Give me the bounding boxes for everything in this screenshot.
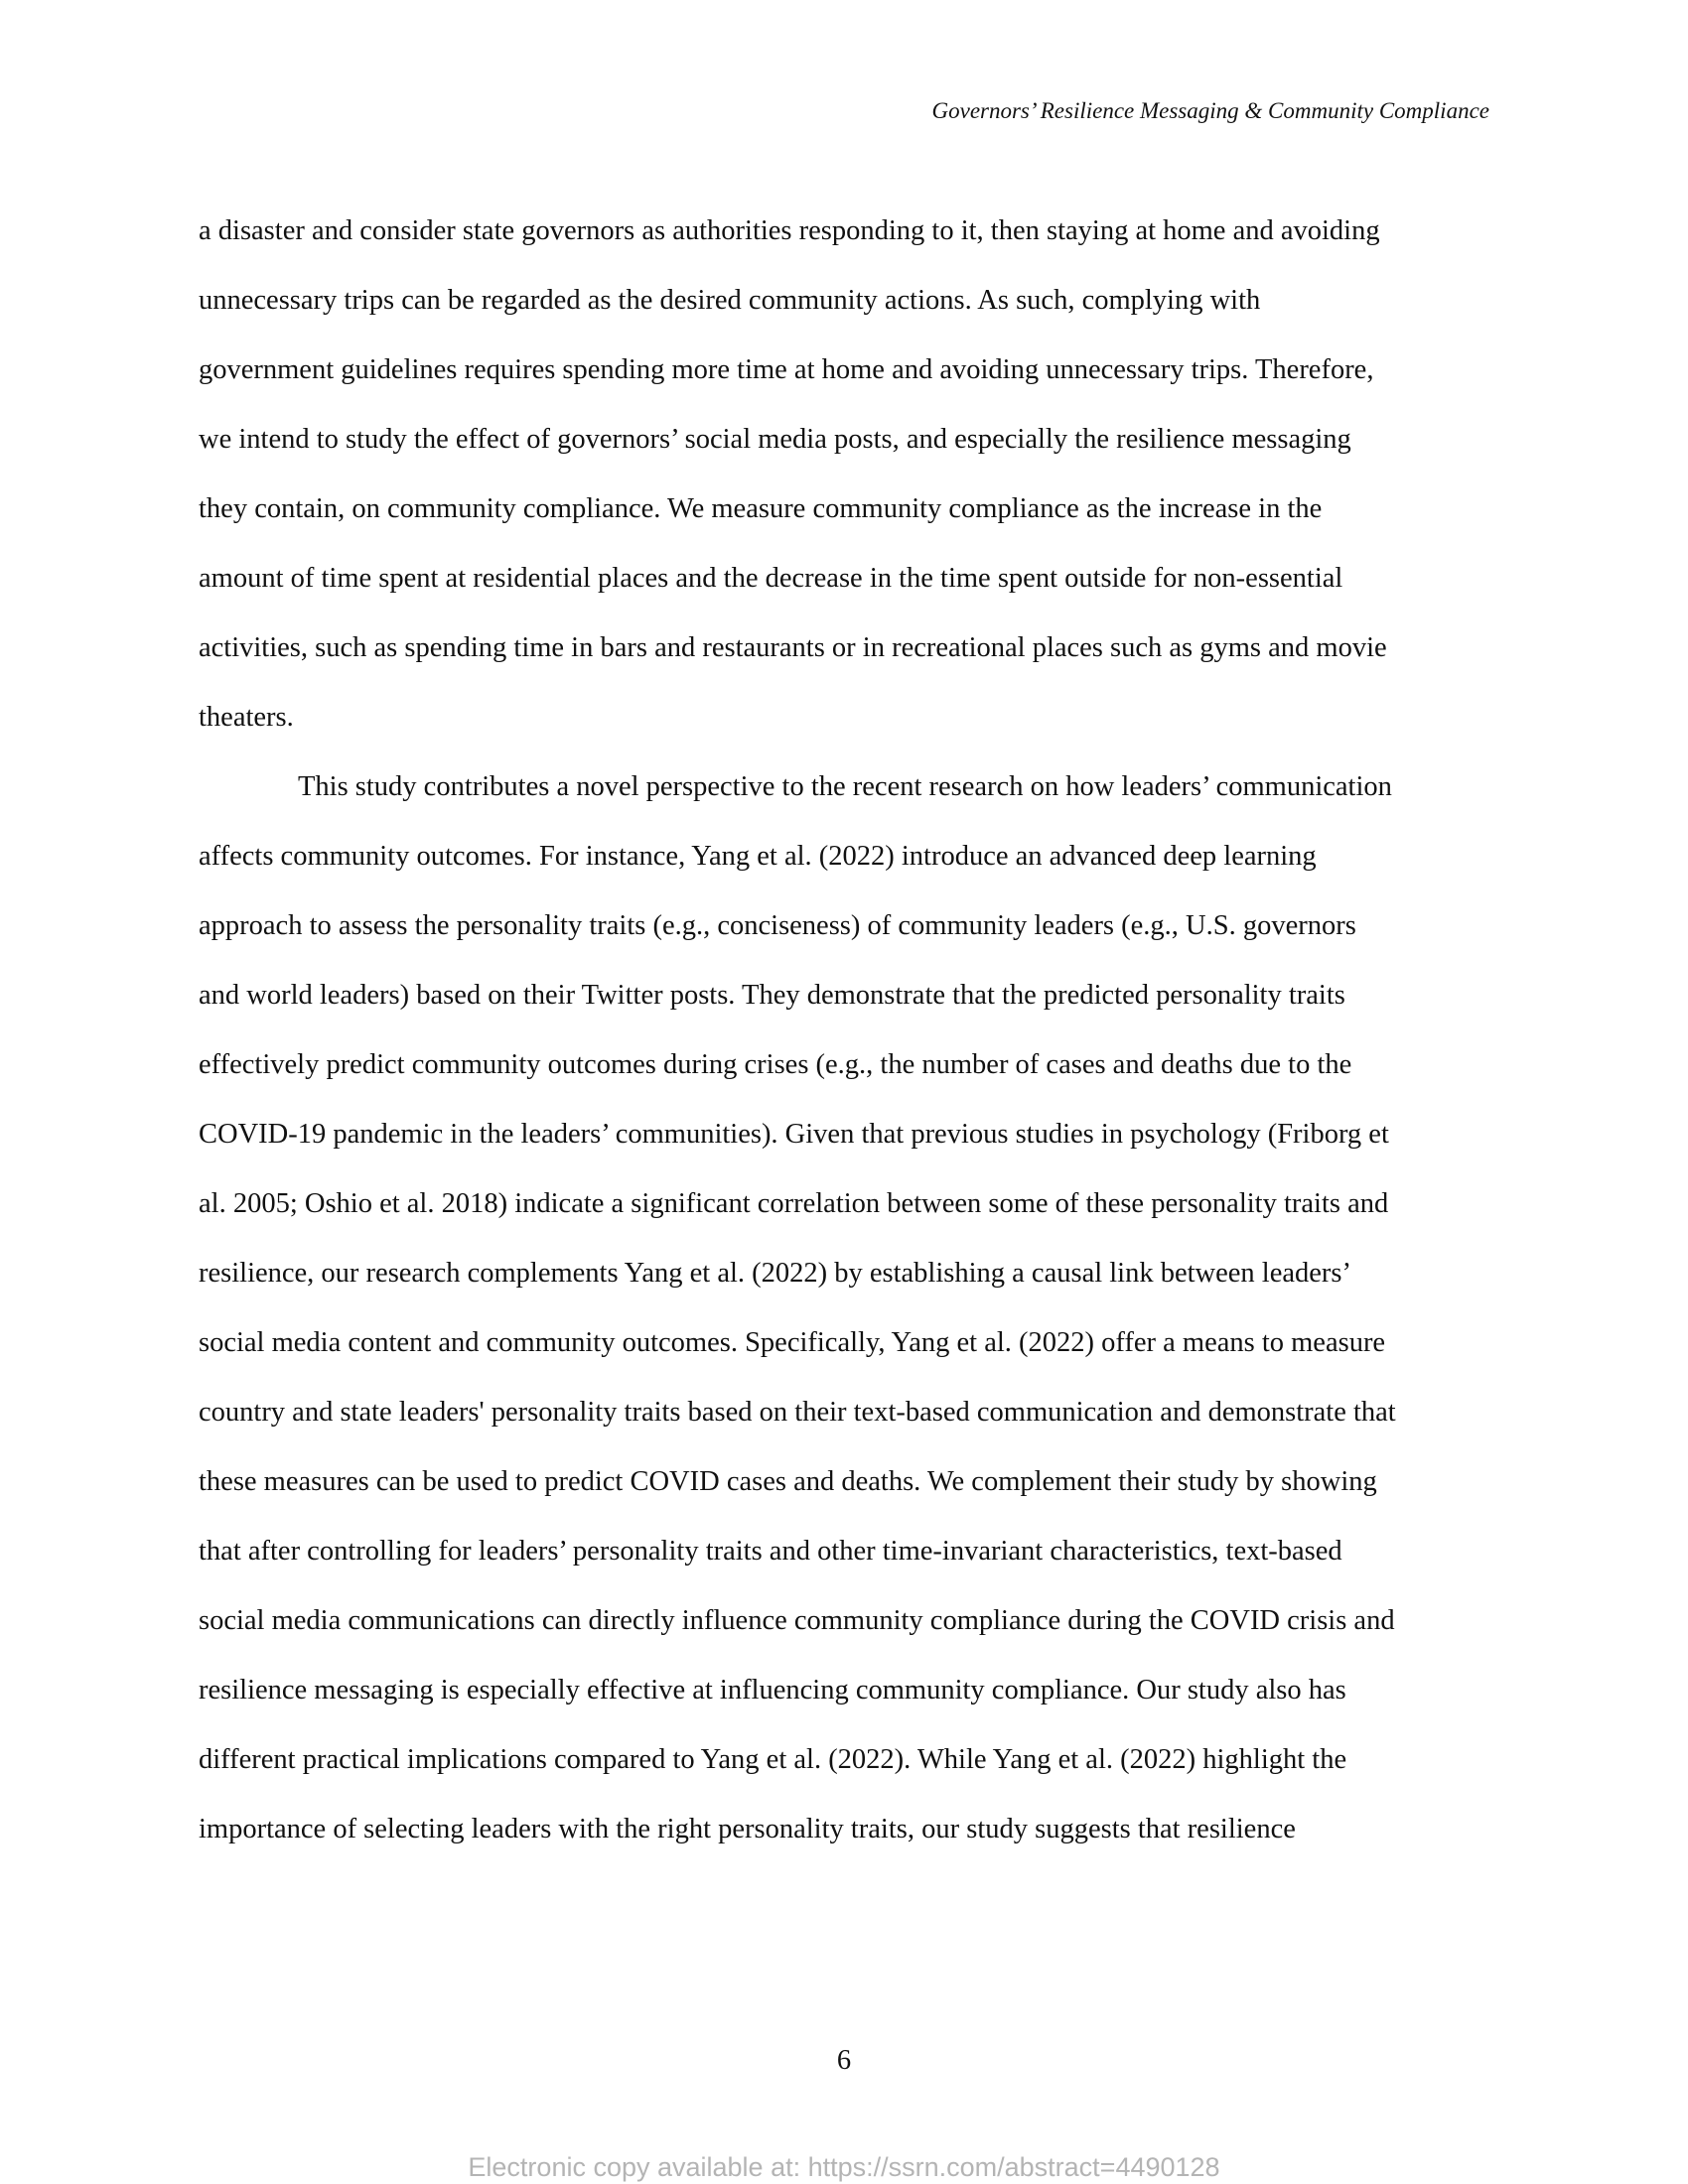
text-line: resilience messaging is especially effective at influencing community compliance. Our study also has — [199, 1675, 1346, 1706]
text-line: al. 2005; Oshio et al. 2018) indicate a significant correlation between some of these personality traits and — [199, 1188, 1389, 1219]
text-line: effectively predict community outcomes during crises (e.g., the number of cases and deaths due to the — [199, 1049, 1352, 1080]
text-line: This study contributes a novel perspective to the recent research on how leaders’ communication — [298, 771, 1392, 802]
running-header: Governors’ Resilience Messaging & Community Compliance — [931, 98, 1489, 123]
text-line: COVID-19 pandemic in the leaders’ communities). Given that previous studies in psychology (Friborg et — [199, 1119, 1389, 1150]
text-line: and world leaders) based on their Twitter posts. They demonstrate that the predicted personality traits — [199, 980, 1345, 1011]
text-line: social media communications can directly influence community compliance during the COVID crisis and — [199, 1605, 1395, 1636]
text-line: theaters. — [199, 702, 294, 733]
text-line: amount of time spent at residential places and the decrease in the time spent outside for non-essential — [199, 563, 1343, 594]
page-number: 6 — [836, 2045, 852, 2076]
paragraph-2 — [199, 752, 1489, 1864]
text-line: we intend to study the effect of governors’ social media posts, and especially the resilience messaging — [199, 424, 1351, 455]
text-line: different practical implications compared to Yang et al. (2022). While Yang et al. (2022) highlight the — [199, 1744, 1347, 1775]
ssrn-availability-note: Electronic copy available at: https://ssrn.com/abstract=4490128 — [468, 2152, 1220, 2182]
text-line: these measures can be used to predict COVID cases and deaths. We complement their study by showing — [199, 1466, 1377, 1497]
paragraph-1 — [199, 197, 1489, 752]
text-line: affects community outcomes. For instance, Yang et al. (2022) introduce an advanced deep learning — [199, 841, 1317, 872]
text-line: that after controlling for leaders’ personality traits and other time-invariant characteristics, text-based — [199, 1536, 1342, 1567]
text-line: resilience, our research complements Yang et al. (2022) by establishing a causal link between leaders’ — [199, 1258, 1351, 1289]
text-line: government guidelines requires spending more time at home and avoiding unnecessary trips. Therefore, — [199, 354, 1374, 385]
text-line: unnecessary trips can be regarded as the desired community actions. As such, complying with — [199, 285, 1261, 316]
text-line: approach to assess the personality traits (e.g., conciseness) of community leaders (e.g., U.S. governors — [199, 910, 1356, 941]
text-line: country and state leaders' personality traits based on their text-based communication and demonstrate that — [199, 1397, 1396, 1428]
text-line: activities, such as spending time in bars and restaurants or in recreational places such as gyms and movie — [199, 632, 1387, 663]
text-line: a disaster and consider state governors as authorities responding to it, then staying at home and avoiding — [199, 215, 1380, 246]
text-line: they contain, on community compliance. We measure community compliance as the increase in the — [199, 493, 1323, 524]
text-line: importance of selecting leaders with the right personality traits, our study suggests that resilience — [199, 1814, 1296, 1844]
text-line: social media content and community outcomes. Specifically, Yang et al. (2022) offer a means to measure — [199, 1327, 1386, 1358]
body-text — [199, 197, 1489, 1864]
